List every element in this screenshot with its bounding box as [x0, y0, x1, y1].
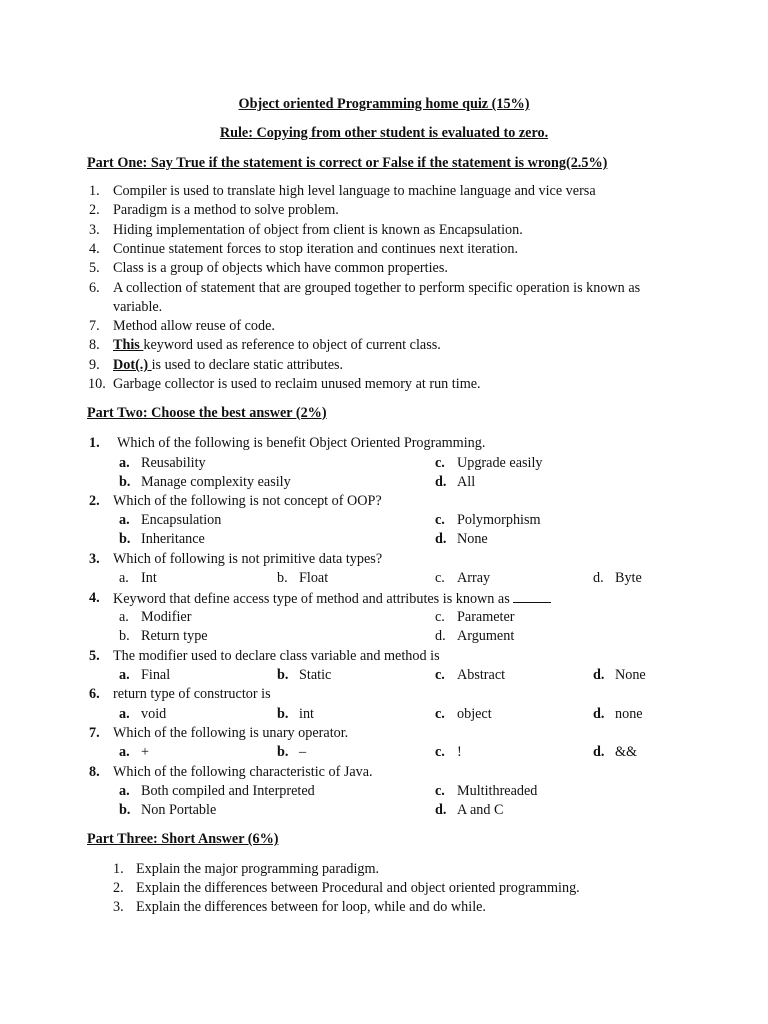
option-text: Int: [141, 570, 157, 586]
option-text: void: [141, 706, 167, 722]
option-letter: c.: [435, 512, 445, 528]
option-letter: b.: [119, 474, 131, 490]
list-item: A collection of statement that are grouped together to perform specific operation is known as: [113, 280, 641, 296]
part-two-heading: Part Two: Choose the best answer (2%): [87, 405, 327, 421]
question-number: 8.: [89, 764, 100, 780]
part-three-heading: Part Three: Short Answer (6%): [87, 831, 279, 847]
list-item-number: 10.: [88, 376, 106, 392]
option-letter: d.: [593, 570, 604, 586]
question-number: 6.: [89, 686, 100, 702]
option-letter: b.: [119, 531, 131, 547]
option-text: +: [141, 744, 150, 760]
option-text: Multithreaded: [457, 783, 538, 799]
option-letter: c.: [435, 570, 445, 586]
list-item: Explain the major programming paradigm.: [136, 861, 380, 877]
option-text: Modifier: [141, 609, 192, 625]
option-text: Non Portable: [141, 802, 217, 818]
option-letter: a.: [119, 744, 130, 760]
list-item: Explain the differences between for loop, while and do while.: [136, 899, 486, 915]
option-letter: d.: [435, 628, 446, 644]
question-text: The modifier used to declare class variable and method is: [113, 648, 440, 664]
question-text: [113, 590, 551, 608]
option-text: &&: [615, 744, 638, 760]
option-letter: b.: [277, 570, 288, 586]
list-item-number: 3.: [113, 899, 124, 915]
option-text: None: [615, 667, 646, 683]
option-letter: a.: [119, 783, 130, 799]
question-number: 4.: [89, 590, 100, 606]
list-item: Garbage collector is used to reclaim unused memory at run time.: [113, 376, 481, 392]
option-text: Reusability: [141, 455, 206, 471]
option-text: Abstract: [457, 667, 506, 683]
option-letter: d.: [593, 744, 605, 760]
list-item: Continue statement forces to stop iteration and continues next iteration.: [113, 241, 519, 257]
list-item-number: 8.: [89, 337, 100, 353]
question-number: 5.: [89, 648, 100, 664]
option-text: A and C: [457, 802, 504, 818]
option-letter: d.: [593, 667, 605, 683]
option-text: Final: [141, 667, 171, 683]
option-text: none: [615, 706, 643, 722]
option-letter: a.: [119, 667, 130, 683]
list-item-number: 7.: [89, 318, 100, 334]
option-text: Polymorphism: [457, 512, 541, 528]
option-text: Encapsulation: [141, 512, 222, 528]
option-text: Parameter: [457, 609, 515, 625]
question-text: return type of constructor is: [113, 686, 271, 702]
question-text: Which of the following is not concept of OOP?: [113, 493, 382, 509]
question-text-content: Keyword that define access type of method and attributes is known as: [113, 591, 514, 607]
option-letter: a.: [119, 455, 130, 471]
option-text: object: [457, 706, 492, 722]
question-text: Which of the following is unary operator.: [113, 725, 349, 741]
question-text: Which of the following characteristic of Java.: [113, 764, 373, 780]
question-number: 3.: [89, 551, 100, 567]
page-title: Object oriented Programming home quiz (15%): [238, 96, 530, 112]
option-letter: d.: [435, 474, 447, 490]
option-letter: c.: [435, 667, 445, 683]
question-text: Which of following is not primitive data types?: [113, 551, 383, 567]
list-item-text: is used to declare static attributes.: [151, 357, 344, 373]
option-text: Static: [299, 667, 332, 683]
list-item-number: 1.: [113, 861, 124, 877]
option-text: All: [457, 474, 476, 490]
list-item: Hiding implementation of object from client is known as Encapsulation.: [113, 222, 523, 238]
option-letter: c.: [435, 783, 445, 799]
option-text: Array: [457, 570, 491, 586]
part-one-heading: Part One: Say True if the statement is correct or False if the statement is wrong(2.5%): [87, 155, 608, 171]
option-text: !: [457, 744, 462, 760]
keyword-dot: Dot(.): [113, 357, 152, 373]
list-item: Compiler is used to translate high level language to machine language and vice versa: [113, 183, 596, 199]
option-letter: b.: [277, 706, 289, 722]
list-item-number: 6.: [89, 280, 100, 296]
list-item: Method allow reuse of code.: [113, 318, 275, 334]
list-item: [113, 357, 343, 374]
rule-text: Rule: Copying from other student is evaluated to zero.: [219, 125, 549, 141]
option-text: Float: [299, 570, 329, 586]
option-letter: c.: [435, 455, 445, 471]
question-number: 7.: [89, 725, 100, 741]
list-item-number: 4.: [89, 241, 100, 257]
option-letter: a.: [119, 706, 130, 722]
question-text: Which of the following is benefit Object Oriented Programming.: [117, 435, 486, 451]
option-letter: b.: [277, 744, 289, 760]
list-item: Paradigm is a method to solve problem.: [113, 202, 339, 218]
option-letter: a.: [119, 512, 130, 528]
option-text: Argument: [457, 628, 515, 644]
option-letter: a.: [119, 570, 129, 586]
option-text: –: [299, 744, 307, 760]
list-item-continuation: variable.: [113, 299, 163, 315]
list-item: Explain the differences between Procedural and object oriented programming.: [136, 880, 580, 896]
list-item-number: 2.: [89, 202, 100, 218]
list-item-number: 2.: [113, 880, 124, 896]
list-item-number: 9.: [89, 357, 100, 373]
list-item: [113, 337, 441, 354]
question-number: 1.: [89, 435, 100, 451]
option-letter: d.: [435, 531, 447, 547]
option-text: Byte: [615, 570, 642, 586]
option-letter: c.: [435, 609, 445, 625]
question-number: 2.: [89, 493, 100, 509]
keyword-this: This: [113, 337, 144, 353]
option-text: int: [299, 706, 314, 722]
option-letter: c.: [435, 706, 445, 722]
option-letter: b.: [277, 667, 289, 683]
option-letter: d.: [593, 706, 605, 722]
option-text: Return type: [141, 628, 208, 644]
option-letter: a.: [119, 609, 129, 625]
list-item-number: 3.: [89, 222, 100, 238]
option-letter: b.: [119, 802, 131, 818]
option-letter: c.: [435, 744, 445, 760]
list-item-text: keyword used as reference to object of current class.: [143, 337, 441, 353]
option-text: Manage complexity easily: [141, 474, 291, 490]
list-item: Class is a group of objects which have common properties.: [113, 260, 448, 276]
list-item-number: 5.: [89, 260, 100, 276]
option-text: Upgrade easily: [457, 455, 543, 471]
option-text: Both compiled and Interpreted: [141, 783, 315, 799]
option-text: None: [457, 531, 488, 547]
option-letter: d.: [435, 802, 447, 818]
answer-blank: [513, 590, 551, 603]
option-letter: b.: [119, 628, 130, 644]
list-item-number: 1.: [89, 183, 100, 199]
option-text: Inheritance: [141, 531, 205, 547]
